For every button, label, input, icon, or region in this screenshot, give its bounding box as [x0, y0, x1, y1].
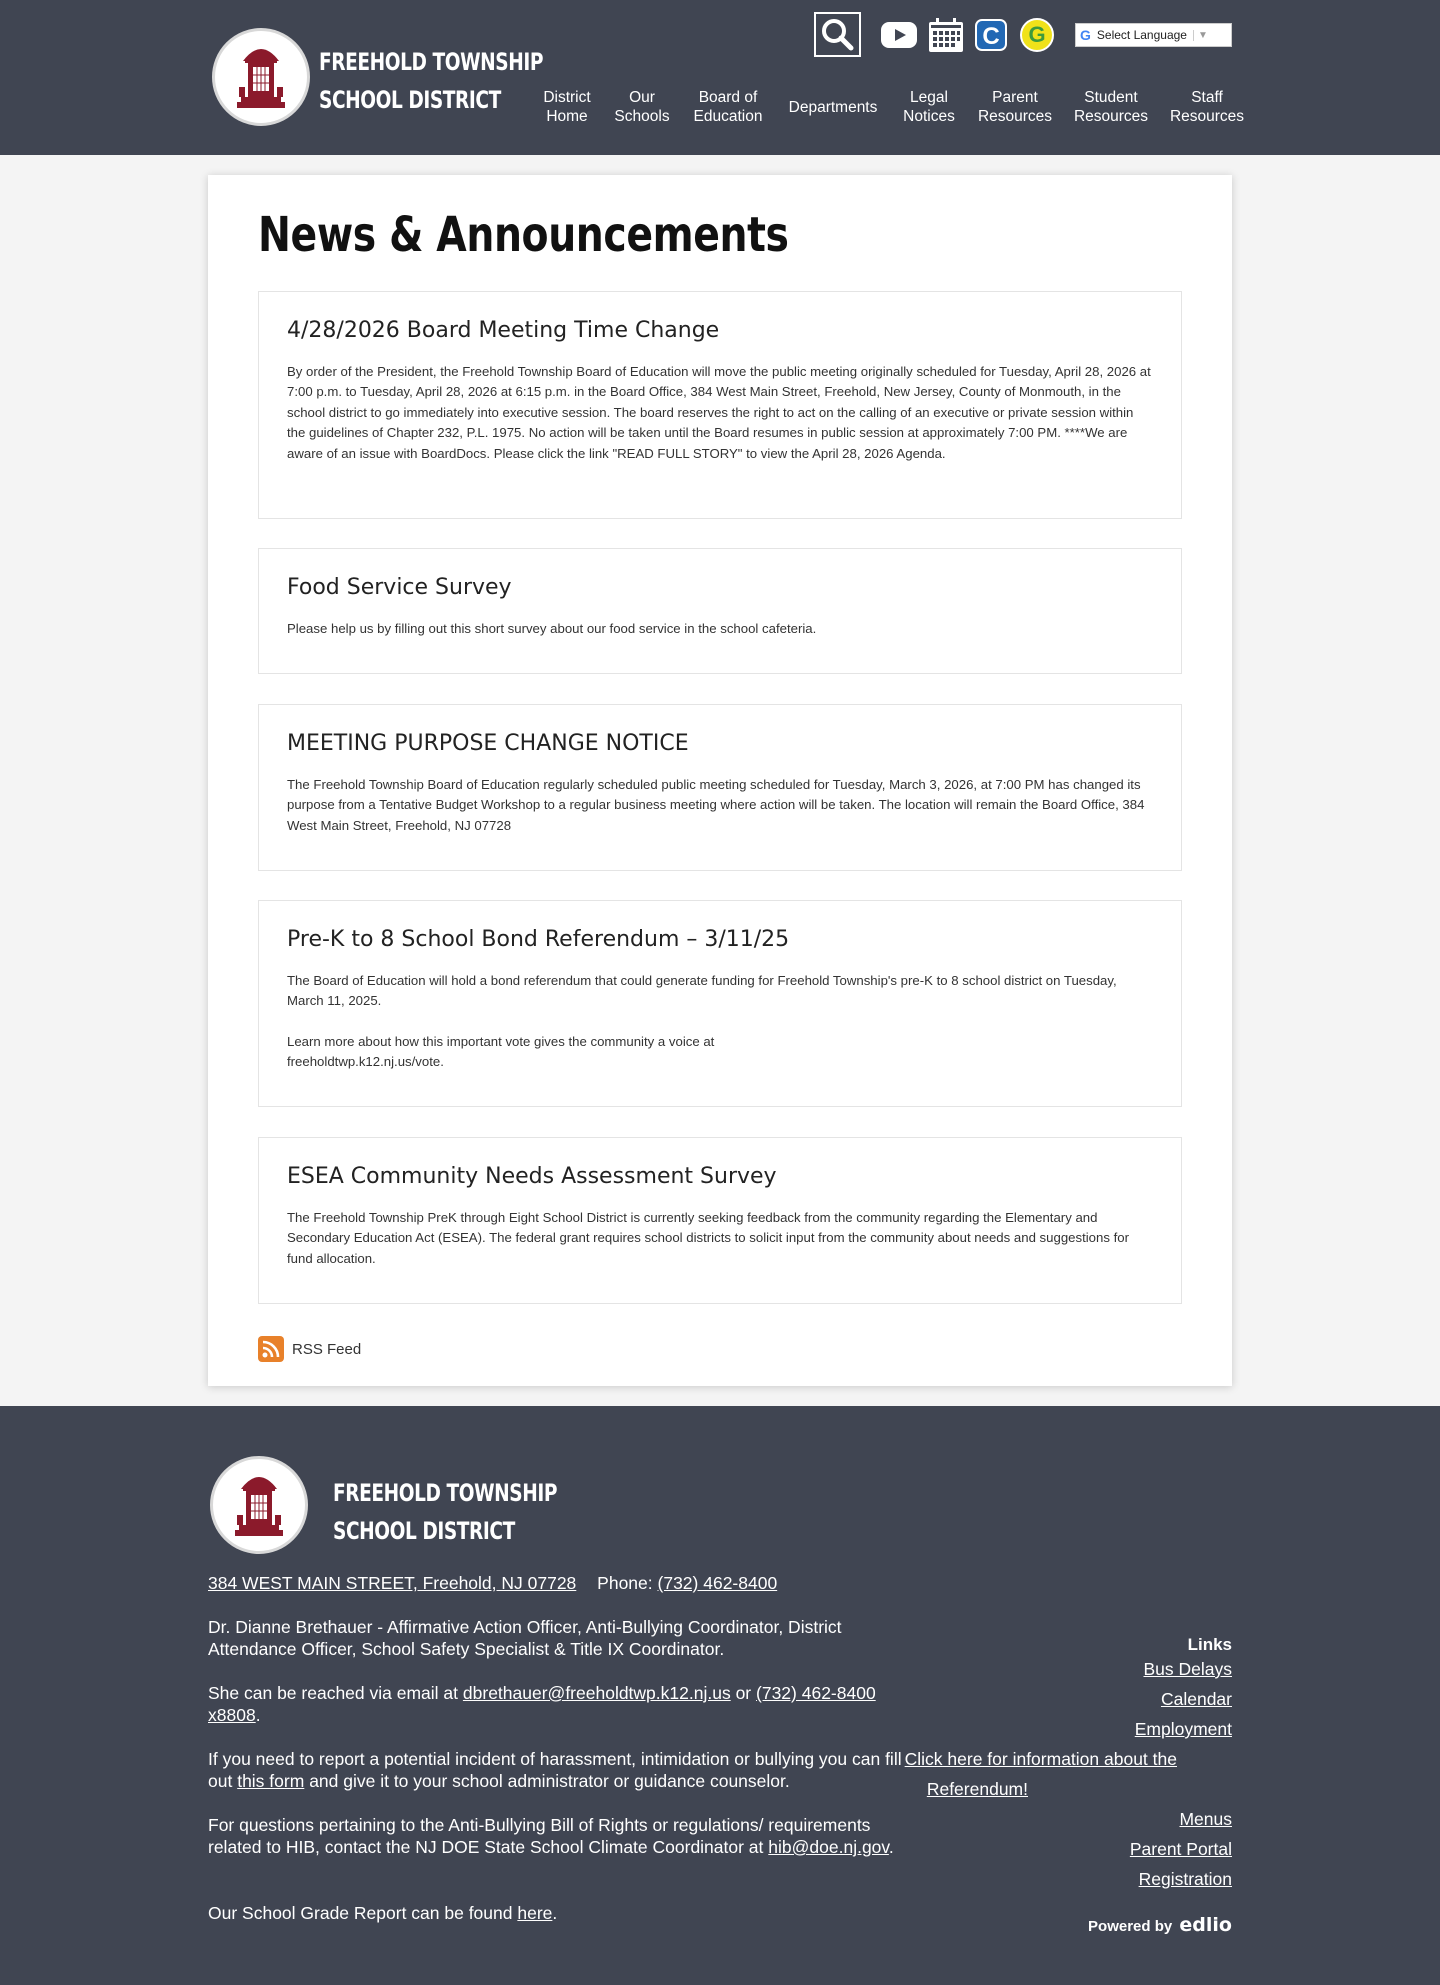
nav-label: Home: [546, 108, 588, 125]
link-referendum[interactable]: Referendum!: [926, 1779, 1028, 1799]
nav-label: Parent: [992, 89, 1038, 106]
powered-by-edlio[interactable]: [1088, 1914, 1232, 1936]
nav-label: Legal: [910, 89, 948, 106]
page-title: News & Announcements: [258, 207, 789, 263]
nav-staff-resources[interactable]: [1170, 88, 1244, 126]
site-header: [0, 0, 1440, 155]
district-logo[interactable]: [212, 28, 310, 126]
nav-label: Student: [1084, 89, 1138, 106]
hib-text: For questions pertaining to the Anti-Bullying Bill of Rights or regulations/ requirements related to HIB, contact the NJ DOE State School Climate Coordinator at hib@doe.nj.gov.: [208, 1815, 894, 1857]
rss-feed-link[interactable]: [258, 1336, 361, 1362]
contact-or: or: [735, 1683, 752, 1703]
language-select[interactable]: [1075, 23, 1232, 47]
report-suffix: and give it to your school administrator or guidance counselor.: [309, 1771, 790, 1791]
powered-by-label: Powered by: [1088, 1918, 1173, 1935]
contact-text: She can be reached via email at dbrethauer@freeholdtwp.k12.nj.us or (732) 462-8400 x8808.: [208, 1683, 876, 1725]
nav-label: Resources: [977, 108, 1053, 125]
news-title[interactable]: ESEA Community Needs Assessment Survey: [287, 1164, 777, 1189]
nav-label: Schools: [614, 108, 670, 125]
nav-label: Resources: [1169, 108, 1245, 125]
nav-label: Staff: [1191, 89, 1223, 106]
nav-label: Our: [629, 89, 655, 106]
news-item[interactable]: [258, 1137, 1182, 1304]
nav-label: Education: [693, 108, 763, 125]
link-parent-portal[interactable]: Parent Portal: [1129, 1839, 1232, 1859]
youtube-icon[interactable]: [881, 22, 917, 48]
news-item[interactable]: [258, 704, 1182, 871]
hib-email-link[interactable]: hib@doe.nj.gov: [768, 1837, 889, 1857]
grade-prefix: Our School Grade Report can be found: [208, 1903, 513, 1923]
footer-school-name: [333, 1474, 557, 1550]
extension-phone-link[interactable]: (732) 462-8400 x8808: [208, 1683, 876, 1725]
footer-address-line: [208, 1572, 1108, 1594]
news-body: Learn more about how this important vote gives the community a voice at freeholdtwp.k12.nj.us/vote.: [287, 1033, 715, 1070]
nav-legal-notices[interactable]: [903, 88, 955, 126]
news-body: The Freehold Township PreK through Eight School District is currently seeking feedback from the community regarding the Elementary and Secondary Education Act (ESEA). The federal grant requires school districts to solicit input from the community about needs and suggestions for fund allocation.: [287, 1210, 1129, 1266]
news-title[interactable]: MEETING PURPOSE CHANGE NOTICE: [287, 731, 689, 756]
school-name-line2: SCHOOL DISTRICT: [319, 86, 501, 114]
report-prefix: If you need to report a potential incident of harassment, intimidation or bullying you can fill out: [208, 1749, 902, 1791]
rss-label: RSS Feed: [292, 1340, 362, 1358]
news-title[interactable]: Pre-K to 8 School Bond Referendum – 3/11/25: [287, 927, 790, 952]
rss-icon: [258, 1336, 284, 1362]
edlio-logo: edlio: [1179, 1914, 1232, 1936]
g-app-icon[interactable]: G: [1020, 18, 1054, 52]
phone-link[interactable]: (732) 462-8400: [657, 1573, 778, 1593]
nav-district-home[interactable]: [543, 88, 590, 126]
news-item[interactable]: [258, 548, 1182, 674]
link-menus[interactable]: Menus: [1179, 1809, 1232, 1829]
c-app-icon[interactable]: C: [975, 19, 1007, 51]
address-link[interactable]: 384 WEST MAIN STREET, Freehold, NJ 07728: [208, 1573, 577, 1593]
hib-prefix: For questions pertaining to the Anti-Bullying Bill of Rights or regulations/ requirements related to HIB, contact the NJ DOE State School Climate Coordinator at: [208, 1815, 871, 1857]
news-card: [208, 175, 1232, 1386]
header-school-name[interactable]: [319, 43, 543, 119]
email-link[interactable]: dbrethauer@freeholdtwp.k12.nj.us: [462, 1683, 731, 1703]
google-g-icon: G: [1080, 27, 1091, 43]
news-body: Please help us by filling out this short survey about our food service in the school cafeteria.: [287, 621, 817, 636]
nav-label: District: [543, 89, 591, 106]
school-name-line1: FREEHOLD TOWNSHIP: [333, 1479, 558, 1507]
nav-label: Resources: [1073, 108, 1149, 125]
nav-our-schools[interactable]: [614, 88, 669, 126]
nav-label: Board of: [698, 89, 758, 106]
report-form-link[interactable]: this form: [237, 1771, 305, 1791]
link-bus-delays[interactable]: Bus Delays: [1143, 1659, 1232, 1679]
nav-parent-resources[interactable]: [978, 88, 1052, 126]
calendar-icon[interactable]: [928, 17, 964, 53]
nav-student-resources[interactable]: [1074, 88, 1148, 126]
link-referendum-info[interactable]: Click here for information about the: [904, 1749, 1177, 1769]
search-icon: [816, 14, 859, 55]
grade-report-text: Our School Grade Report can be found here.: [208, 1903, 558, 1923]
nav-label: Departments: [788, 99, 878, 116]
news-body: By order of the President, the Freehold Township Board of Education will move the public meeting originally scheduled for Tuesday, April 28, 2026 at 7:00 p.m. to Tuesday, April 28, 2026 at 6:15 p.m. in the Board Office, 384 West Main Street, Freehold, New Jersey, County of Monmouth, in the school district to go immediately into executive session. The board reserves the right to act on the calling of an executive or private session within the guidelines of Chapter 232, P.L. 1975. No action will be taken until the Board resumes in public session at approximately 7:00 PM. ****We are aware of an issue with BoardDocs. Please click the link "READ FULL STORY" to view the April 28, 2026 Agenda.: [287, 364, 1151, 461]
news-item[interactable]: [258, 900, 1182, 1107]
schoolhouse-logo-icon: [215, 31, 307, 123]
school-name-line1: FREEHOLD TOWNSHIP: [319, 48, 544, 76]
footer-district-logo[interactable]: [210, 1456, 308, 1554]
language-select-label: Select Language: [1096, 28, 1187, 42]
dropdown-arrow-icon: ▼: [1193, 30, 1208, 41]
schoolhouse-logo-icon: [213, 1459, 305, 1551]
link-registration[interactable]: Registration: [1138, 1869, 1232, 1889]
news-item[interactable]: [258, 291, 1182, 519]
search-button[interactable]: [814, 12, 861, 57]
contact-prefix: She can be reached via email at: [208, 1683, 459, 1703]
report-text: [208, 1748, 928, 1792]
news-title[interactable]: Food Service Survey: [287, 575, 512, 600]
nav-board-of-education[interactable]: [694, 88, 763, 126]
news-body: The Freehold Township Board of Education regularly scheduled public meeting scheduled for Tuesday, March 3, 2026, at 7:00 PM has changed its purpose from a Tentative Budget Workshop to a regular business meeting where action will be taken. The location will remain the Board Office, 384 West Main Street, Freehold, NJ 07728: [287, 777, 1145, 833]
nav-label: Notices: [903, 108, 955, 125]
link-calendar[interactable]: Calendar: [1160, 1689, 1232, 1709]
links-heading: Links: [1187, 1635, 1232, 1654]
nav-departments[interactable]: [789, 98, 878, 117]
news-title[interactable]: 4/28/2026 Board Meeting Time Change: [287, 318, 720, 343]
officer-text: Dr. Dianne Brethauer - Affirmative Action Officer, Anti-Bullying Coordinator, District Attendance Officer, School Safety Specialist & Title IX Coordinator.: [208, 1617, 842, 1659]
grade-report-link[interactable]: here: [517, 1903, 553, 1923]
school-name-line2: SCHOOL DISTRICT: [333, 1517, 515, 1545]
news-body: The Board of Education will hold a bond referendum that could generate funding for Freehold Township's pre-K to 8 school district on Tuesday, March 11, 2025.: [287, 973, 1117, 1009]
site-footer: [0, 1406, 1440, 1985]
link-employment[interactable]: Employment: [1134, 1719, 1232, 1739]
phone-label: Phone:: [597, 1573, 653, 1593]
